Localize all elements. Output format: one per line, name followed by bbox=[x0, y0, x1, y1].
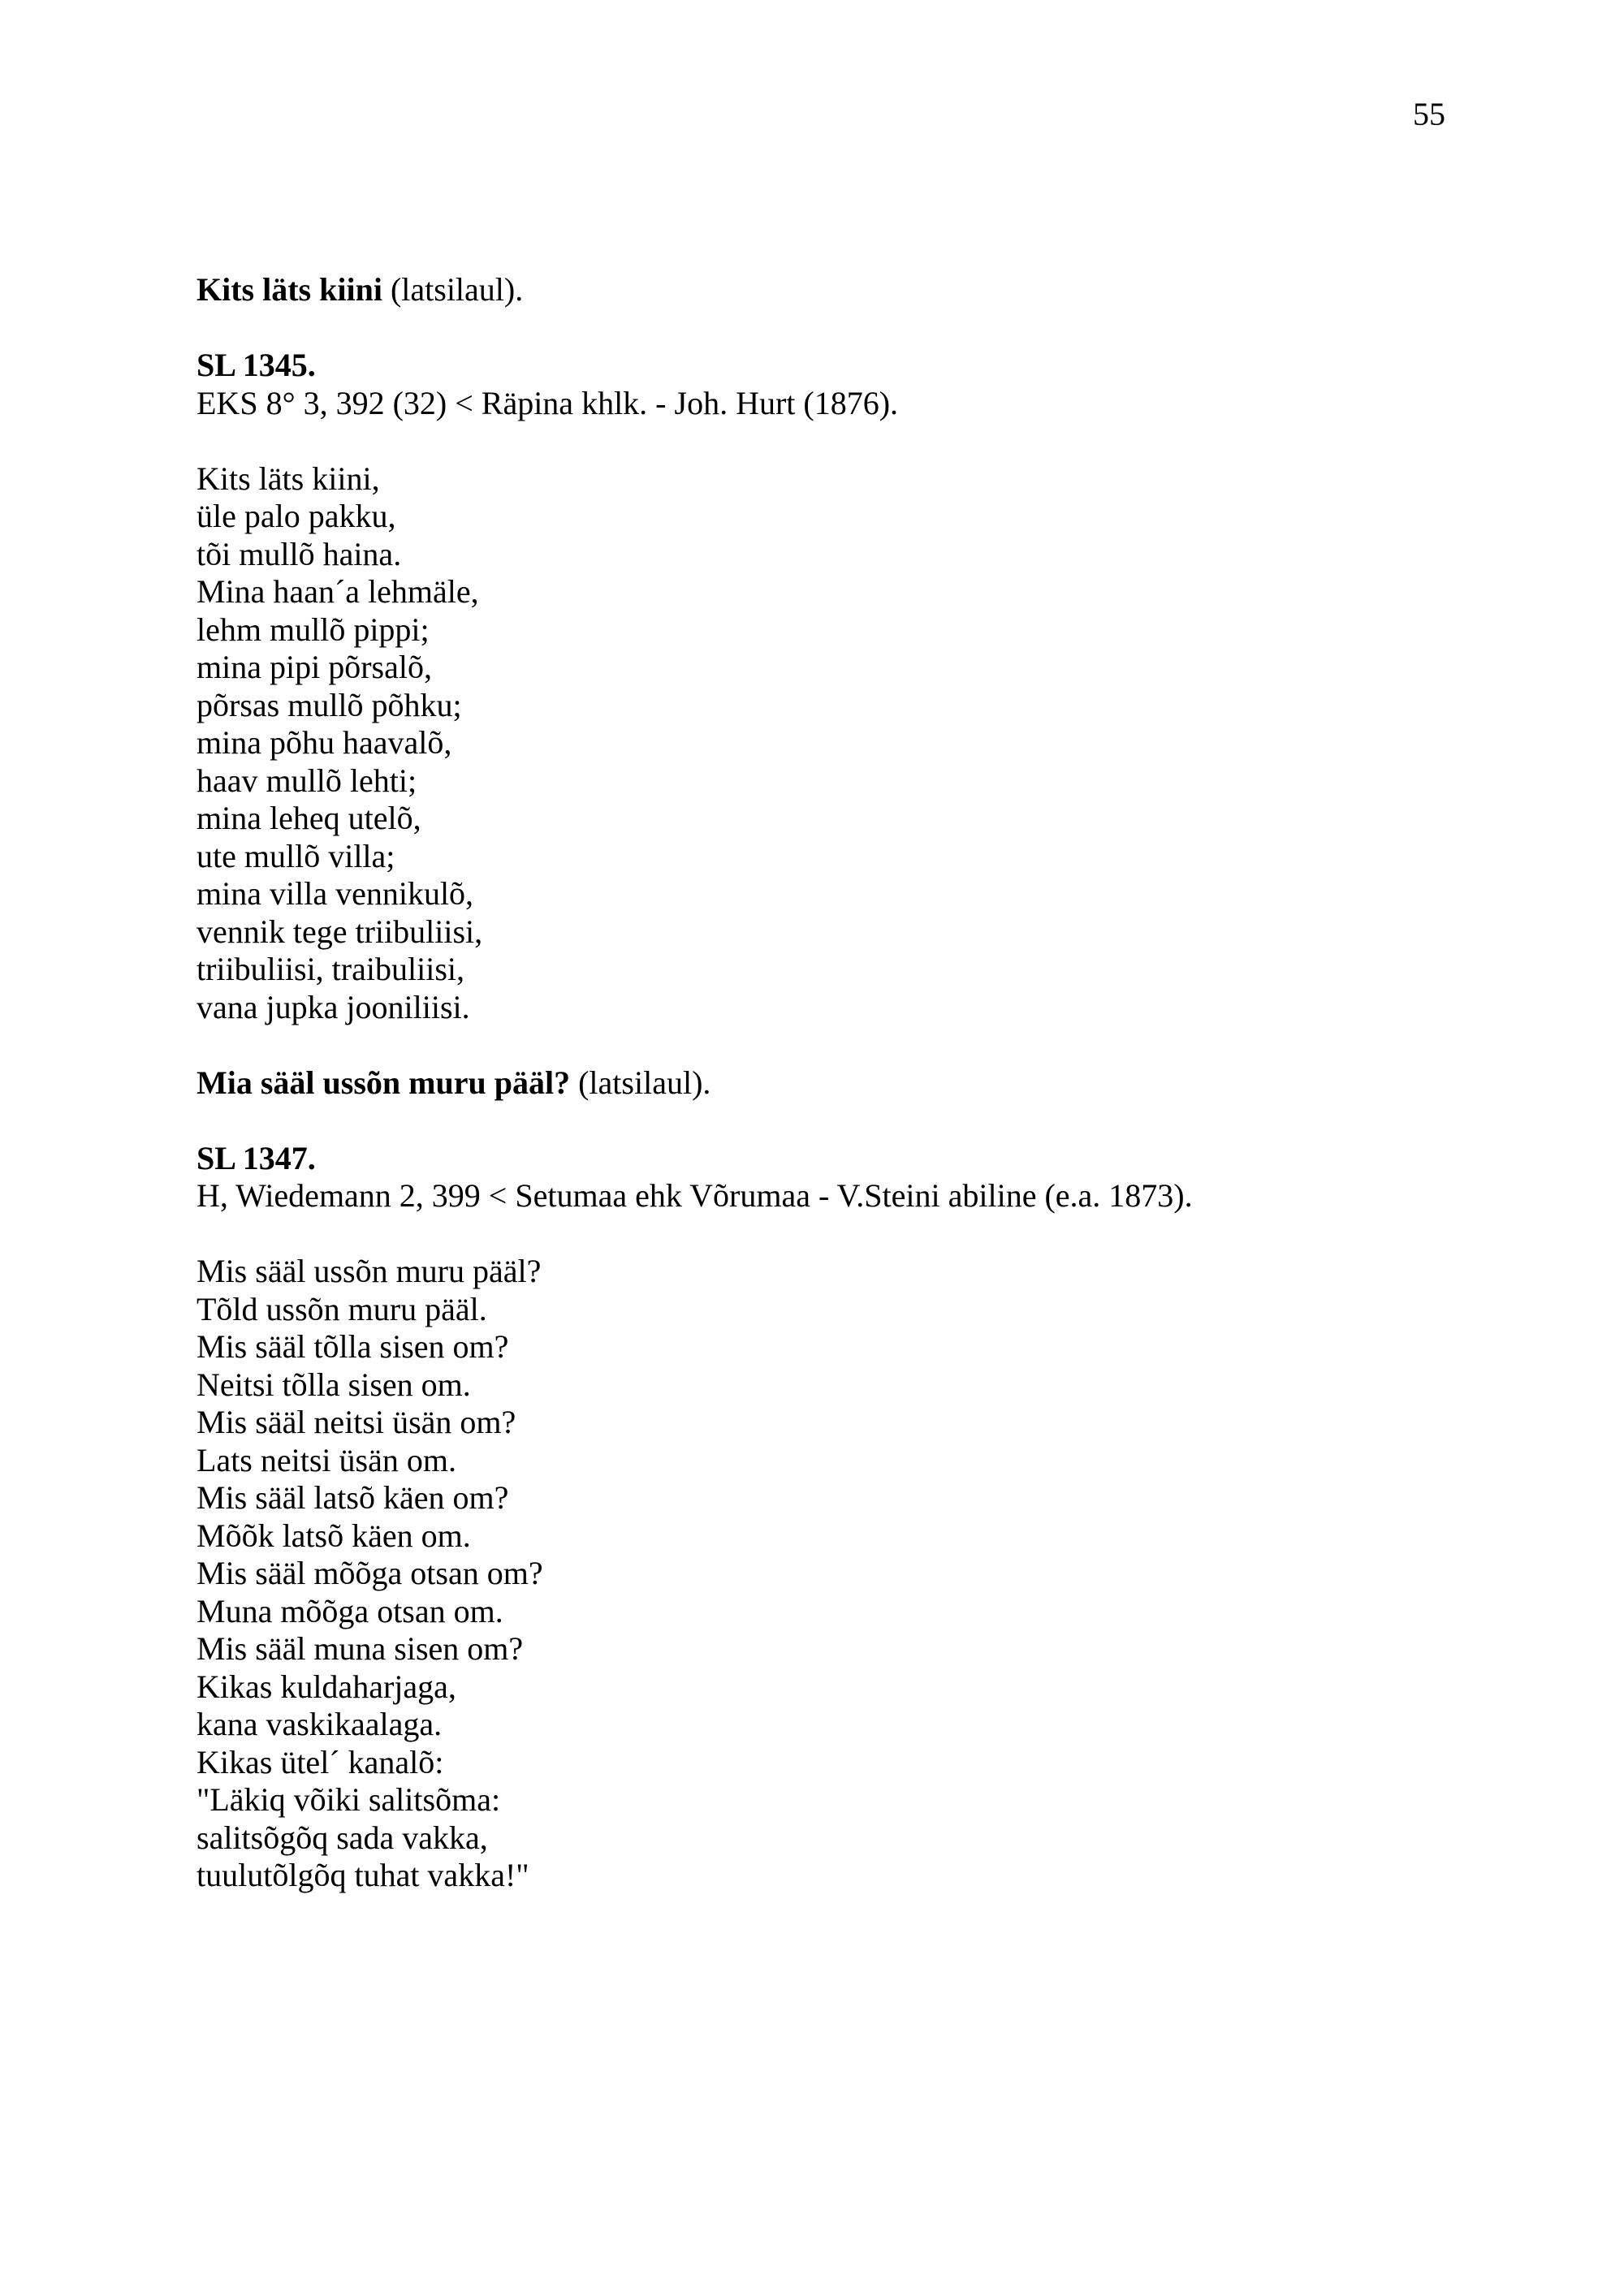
verse-line: Mis sääl neitsi üsän om? bbox=[197, 1404, 516, 1440]
verse-line: vennik tege triibuliisi, bbox=[197, 913, 483, 950]
verse-line: haav mullõ lehti; bbox=[197, 762, 417, 799]
verse-line: triibuliisi, traibuliisi, bbox=[197, 951, 464, 987]
verse-line: Mina haan´a lehmäle, bbox=[197, 573, 479, 610]
song-title: Mia sääl ussõn muru pääl? bbox=[197, 1064, 571, 1101]
verse-block bbox=[197, 460, 1447, 1027]
song-subtitle: (latsilaul). bbox=[578, 1064, 711, 1101]
page-number: 55 bbox=[1413, 96, 1445, 132]
verse-line: mina leheq utelõ, bbox=[197, 800, 421, 836]
verse-line: Kits läts kiini, bbox=[197, 460, 380, 497]
verse-line: Mis sääl muna sisen om? bbox=[197, 1630, 524, 1667]
verse-line: kana vaskikaalaga. bbox=[197, 1706, 443, 1742]
verse-line: ute mullõ villa; bbox=[197, 837, 395, 874]
verse-line: Tõld ussõn muru pääl. bbox=[197, 1290, 487, 1327]
verse-line: Lats neitsi üsän om. bbox=[197, 1441, 456, 1478]
verse-line: tuulutõlgõq tuhat vakka!" bbox=[197, 1857, 529, 1893]
verse-line: Mis sääl tõlla sisen om? bbox=[197, 1328, 509, 1365]
verse-line: Muna mõõga otsan om. bbox=[197, 1592, 503, 1629]
verse-line: salitsõgõq sada vakka, bbox=[197, 1819, 488, 1856]
verse-line: mina põhu haavalõ, bbox=[197, 724, 452, 761]
source-reference: H, Wiedemann 2, 399 < Setumaa ehk Võrumaa - V.Steini abiline (e.a. 1873). bbox=[197, 1177, 1193, 1214]
song-subtitle: (latsilaul). bbox=[390, 271, 524, 308]
verse-line: "Läkiq võiki salitsõma: bbox=[197, 1781, 501, 1818]
record-id: SL 1347. bbox=[197, 1139, 316, 1176]
verse-line: mina villa vennikulõ, bbox=[197, 875, 474, 912]
song-section bbox=[197, 271, 1447, 1026]
record-id: SL 1345. bbox=[197, 347, 316, 383]
document-body bbox=[197, 271, 1447, 1932]
verse-block bbox=[197, 1253, 1447, 1895]
verse-line: üle palo pakku, bbox=[197, 498, 396, 534]
verse-line: põrsas mullõ põhku; bbox=[197, 686, 462, 723]
verse-line: Mis sääl mõõga otsan om? bbox=[197, 1555, 543, 1591]
verse-line: Mis sääl latsõ käen om? bbox=[197, 1479, 509, 1516]
song-title: Kits läts kiini bbox=[197, 271, 382, 308]
song-section bbox=[197, 1064, 1447, 1895]
verse-line: tõi mullõ haina. bbox=[197, 535, 402, 572]
verse-line: Kikas kuldaharjaga, bbox=[197, 1668, 456, 1705]
verse-line: Mis sääl ussõn muru pääl? bbox=[197, 1253, 542, 1289]
verse-line: Mõõk latsõ käen om. bbox=[197, 1517, 471, 1554]
verse-line: vana jupka jooniliisi. bbox=[197, 988, 470, 1025]
verse-line: Neitsi tõlla sisen om. bbox=[197, 1366, 471, 1403]
source-reference: EKS 8° 3, 392 (32) < Räpina khlk. - Joh. Hurt (1876). bbox=[197, 384, 899, 421]
verse-line: lehm mullõ pippi; bbox=[197, 611, 430, 648]
song-title-line bbox=[197, 1064, 1447, 1103]
verse-line: mina pipi põrsalõ, bbox=[197, 649, 432, 685]
verse-line: Kikas ütel´ kanalõ: bbox=[197, 1743, 444, 1780]
song-title-line bbox=[197, 271, 1447, 309]
